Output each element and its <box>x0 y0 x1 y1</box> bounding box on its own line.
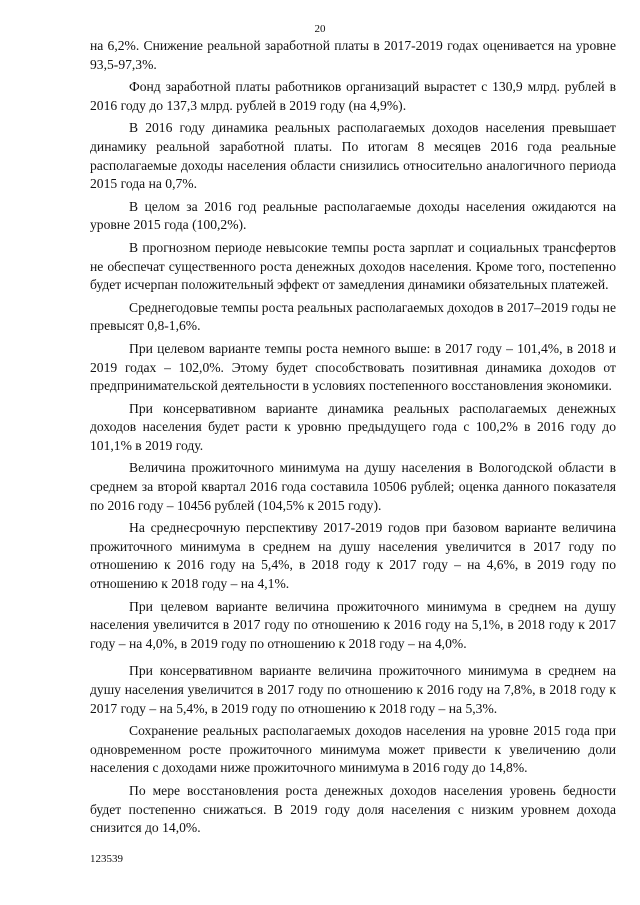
paragraph-4: В целом за 2016 год реальные располагаемые доходы населения ожидаются на уровне 2015 года (100,2%). <box>90 198 616 233</box>
paragraph-2: Фонд заработной платы работников организаций вырастет с 130,9 млрд. рублей в 2016 году до 137,3 млрд. рублей в 2019 году (на 4,9%). <box>90 79 616 113</box>
paragraph-10: На среднесрочную перспективу 2017-2019 годов при базовом варианте величина прожиточного минимума в среднем на душу населения увеличится в 2017 году по отношению к 2016 году на 5,4%, в 2018 году к 2017 году – на 4,6%, в 2019 году по отношению к 2018 году – на 4,1%. <box>90 520 616 592</box>
document-body <box>90 37 616 842</box>
paragraph-7: При целевом варианте темпы роста немного выше: в 2017 году – 101,4%, в 2018 и 2019 годах – 102,0%. Этому будет способствовать позитивная динамика доходов от предпринимательской деятельности в условиях постепенного восстановления экономики. <box>90 340 616 394</box>
paragraph-1: на 6,2%. Снижение реальной заработной платы в 2017-2019 годах оценивается на уровне 93,5-97,3%. <box>90 38 616 72</box>
page-number: 20 <box>314 23 326 35</box>
document-code: 123539 <box>90 853 123 865</box>
paragraph-5: В прогнозном периоде невысокие темпы роста зарплат и социальных трансфертов не обеспечат существенного роста денежных доходов населения. Кроме того, постепенно будет исчерпан положительный эффект от замедления динамики обязательных платежей. <box>90 239 616 293</box>
paragraph-9: Величина прожиточного минимума на душу населения в Вологодской области в среднем за второй квартал 2016 года составила 10506 рублей; оценка данного показателя по 2016 году – 10456 рублей (104,5% к 2015 году). <box>90 460 616 513</box>
paragraph-12: При консервативном варианте величина прожиточного минимума в среднем на душу населения увеличится в 2017 году по отношению к 2016 году на 7,8%, в 2018 году к 2017 году – на 5,4%, в 2019 году по отношению к 2018 году – на 5,3%. <box>90 663 616 716</box>
paragraph-8: При консервативном варианте динамика реальных располагаемых денежных доходов населения будет расти к уровню предыдущего года с 100,2% в 2016 году до 101,1% в 2019 году. <box>90 400 616 453</box>
paragraph-13: Сохранение реальных располагаемых доходов населения на уровне 2015 года при одновременном росте прожиточного минимума может привести к увеличению доли населения с доходами ниже прожиточного минимума в 2016 году до 14,8%. <box>90 723 616 776</box>
paragraph-11: При целевом варианте величина прожиточного минимума в среднем на душу населения увеличится в 2017 году по отношению к 2016 году на 5,1%, в 2018 году к 2017 году – на 4,0%, в 2019 году по отношению к 2018 году – на 4,0%. <box>90 598 616 651</box>
paragraph-14: По мере восстановления роста денежных доходов населения уровень бедности будет постепенно снижаться. В 2019 году доля населения с низким уровнем дохода снизится до 14,0%. <box>90 782 616 836</box>
paragraph-3: В 2016 году динамика реальных располагаемых доходов населения превышает динамику реальной заработной платы. По итогам 8 месяцев 2016 года реальные располагаемые доходы населения области снизились относительно аналогичного периода 2015 года на 0,7%. <box>90 120 616 192</box>
paragraph-6: Среднегодовые темпы роста реальных располагаемых доходов в 2017–2019 годы не превысят 0,8-1,6%. <box>90 299 616 334</box>
